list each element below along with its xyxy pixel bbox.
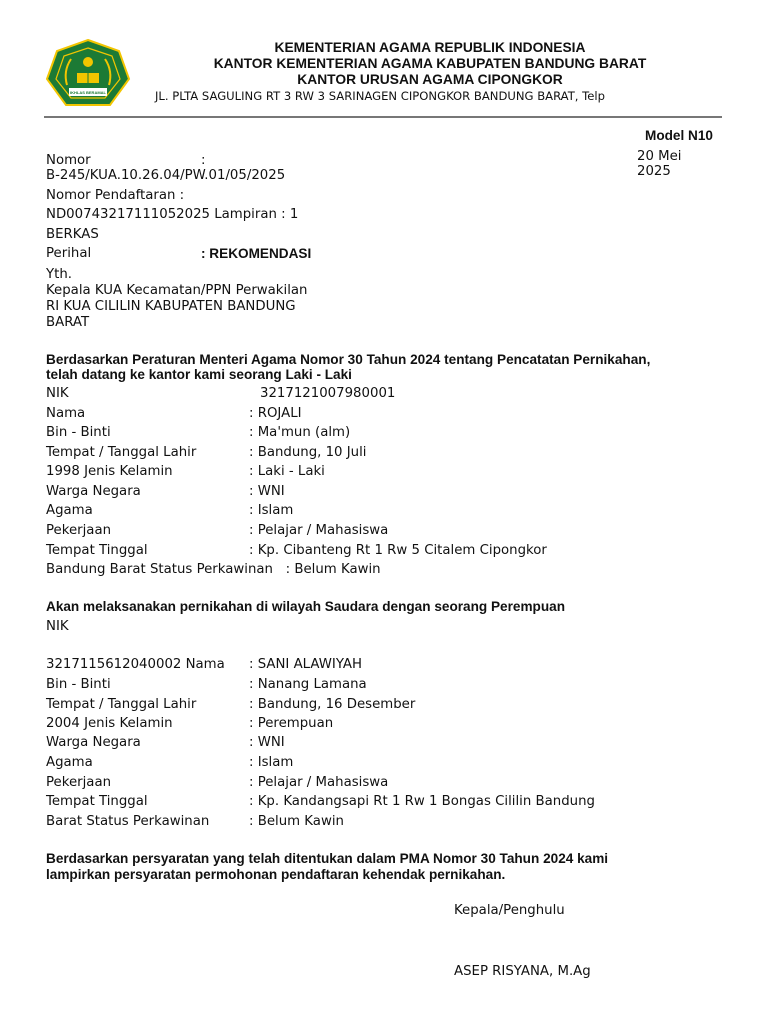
bride-name-value: : SANI ALAWIYAH xyxy=(249,657,363,672)
groom-field-value: : Laki - Laki xyxy=(249,464,325,479)
berkas-text: BERKAS xyxy=(46,227,99,242)
groom-field-label: 1998 Jenis Kelamin xyxy=(46,464,173,479)
groom-field-label: Tempat / Tanggal Lahir xyxy=(46,445,197,460)
closing-line-2: lampirkan persyaratan permohonan pendaftaran kehendak pernikahan. xyxy=(46,867,506,882)
groom-field-value: : Kp. Cibanteng Rt 1 Rw 5 Citalem Cipongkor xyxy=(249,543,547,558)
recipient-yth: Yth. xyxy=(46,267,72,282)
groom-intro-line-2: telah datang ke kantor kami seorang Laki - Laki xyxy=(46,367,352,382)
recipient-line-2: RI KUA CILILIN KABUPATEN BANDUNG xyxy=(46,299,296,314)
letterhead-office: KANTOR KEMENTERIAN AGAMA KABUPATEN BANDUNG BARAT xyxy=(213,56,647,71)
bride-field-label: Warga Negara xyxy=(46,735,141,750)
bride-intro-line: Akan melaksanakan pernikahan di wilayah Saudara dengan seorang Perempuan xyxy=(46,599,566,614)
groom-status-line: Bandung Barat Status Perkawinan : Belum Kawin xyxy=(46,562,381,577)
groom-field-label: Warga Negara xyxy=(46,484,141,499)
bride-field-label: Pekerjaan xyxy=(46,775,112,790)
letterhead-address: JL. PLTA SAGULING RT 3 RW 3 SARINAGEN CIPONGKOR BANDUNG BARAT, Telp xyxy=(155,89,605,103)
date-year: 2025 xyxy=(637,164,671,179)
bride-field-label: Bin - Binti xyxy=(46,677,111,692)
bride-field-value: : Nanang Lamana xyxy=(249,677,367,692)
model-label: Model N10 xyxy=(645,128,713,143)
bride-field-label: 2004 Jenis Kelamin xyxy=(46,716,173,731)
groom-field-value: : Pelajar / Mahasiswa xyxy=(249,523,389,538)
bride-field-label: Barat Status Perkawinan xyxy=(46,814,210,829)
kemenag-logo xyxy=(45,39,131,109)
bride-field-label: Tempat Tinggal xyxy=(46,794,148,809)
groom-field-value: : WNI xyxy=(249,484,285,499)
signature-title: Kepala/Penghulu xyxy=(454,903,565,918)
bride-nik-label: NIK xyxy=(46,619,69,634)
pendaftaran-value: ND00743217111052025 Lampiran : 1 xyxy=(46,207,299,222)
nomor-value: B-245/KUA.10.26.04/PW.01/05/2025 xyxy=(46,168,286,183)
header-divider xyxy=(44,116,722,118)
groom-field-label: Agama xyxy=(46,503,93,518)
recipient-line-1: Kepala KUA Kecamatan/PPN Perwakilan xyxy=(46,283,308,298)
groom-field-label: Pekerjaan xyxy=(46,523,112,538)
groom-nik-value: 3217121007980001 xyxy=(260,386,396,401)
logo-ribbon-text: IKHLAS BERAMAL xyxy=(70,90,106,95)
recipient-line-3: BARAT xyxy=(46,315,90,330)
groom-field-value: : Ma'mun (alm) xyxy=(249,425,351,440)
perihal-value: : REKOMENDASI xyxy=(201,246,312,261)
groom-field-value: : Islam xyxy=(249,503,294,518)
groom-nik-label: NIK xyxy=(46,386,69,401)
bride-field-value: : Bandung, 16 Desember xyxy=(249,697,416,712)
bride-field-value: : Islam xyxy=(249,755,294,770)
bride-field-label: Agama xyxy=(46,755,93,770)
groom-field-label: Nama xyxy=(46,406,86,421)
pendaftaran-label: Nomor Pendaftaran : xyxy=(46,188,185,203)
groom-field-value: : ROJALI xyxy=(249,406,302,421)
bride-field-value: : Perempuan xyxy=(249,716,334,731)
closing-line-1: Berdasarkan persyaratan yang telah ditentukan dalam PMA Nomor 30 Tahun 2024 kami xyxy=(46,851,609,866)
letterhead-kua: KANTOR URUSAN AGAMA CIPONGKOR xyxy=(297,72,563,87)
bride-field-label: Tempat / Tanggal Lahir xyxy=(46,697,197,712)
bride-field-value: : WNI xyxy=(249,735,285,750)
date-day-month: 20 Mei xyxy=(637,149,682,164)
bride-field-value: : Belum Kawin xyxy=(249,814,344,829)
bride-field-value: : Kp. Kandangsapi Rt 1 Rw 1 Bongas Cililin Bandung xyxy=(249,794,595,809)
bride-nik-name-label: 3217115612040002 Nama xyxy=(46,657,225,672)
perihal-label: Perihal xyxy=(46,246,92,261)
signature-name: ASEP RISYANA, M.Ag xyxy=(454,964,591,979)
nomor-label: Nomor xyxy=(46,153,91,168)
groom-field-label: Bin - Binti xyxy=(46,425,111,440)
groom-intro-line-1: Berdasarkan Peraturan Menteri Agama Nomor 30 Tahun 2024 tentang Pencatatan Pernikahan, xyxy=(46,352,651,367)
groom-field-label: Tempat Tinggal xyxy=(46,543,148,558)
bride-field-value: : Pelajar / Mahasiswa xyxy=(249,775,389,790)
nomor-colon: : xyxy=(201,153,206,168)
logo-star xyxy=(83,57,93,67)
groom-field-value: : Bandung, 10 Juli xyxy=(249,445,367,460)
letterhead-ministry: KEMENTERIAN AGAMA REPUBLIK INDONESIA xyxy=(274,40,586,55)
